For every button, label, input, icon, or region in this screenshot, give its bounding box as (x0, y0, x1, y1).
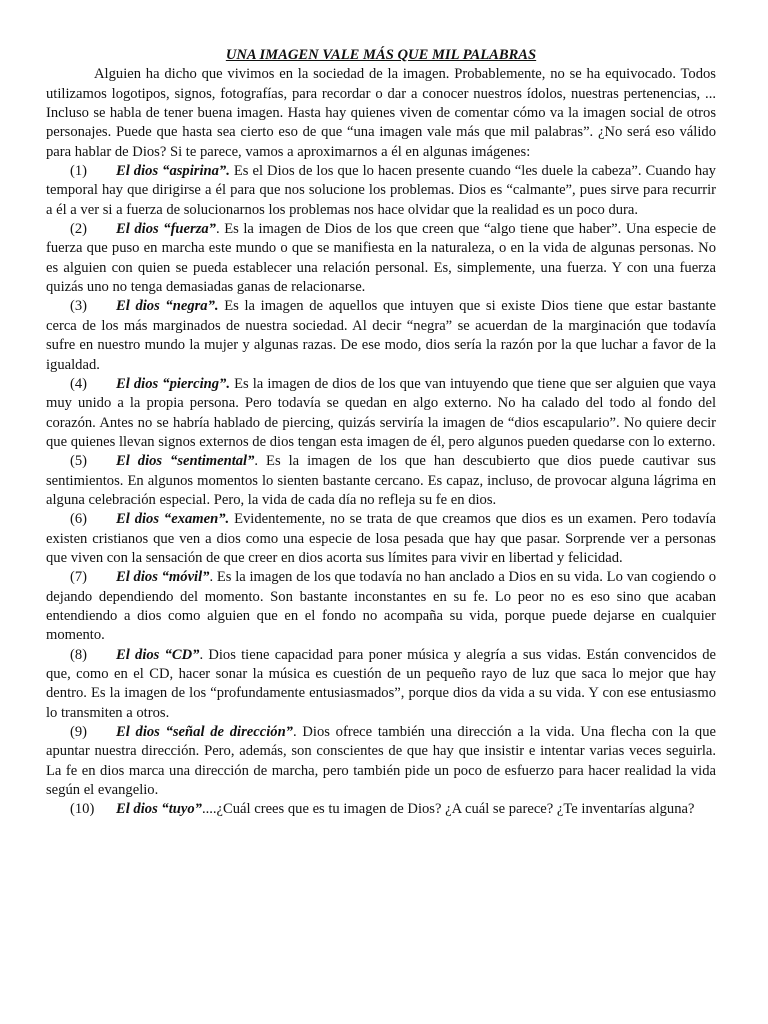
item-description: ....¿Cuál crees que es tu imagen de Dios? ¿A cuál se parece? ¿Te inventarías alguna? (201, 801, 695, 818)
item-number: (10) (70, 801, 95, 818)
god-image-name: El dios “CD” (116, 646, 200, 663)
god-image-name: El dios “negra”. (116, 298, 219, 315)
item-number: (1) (70, 163, 88, 180)
list-item (46, 297, 716, 374)
item-number: (5) (70, 453, 88, 470)
list-item (46, 452, 716, 510)
item-description: Es la imagen de dios de los que van intuyendo que tiene que ser alguien que vaya muy unido a la propia persona. Pero todavía se quedan en algo externo. No ha calado del todo al fondo del corazón. Antes no se habría hablado de piercing, quizás serviría la imagen de “dios escapulario”. No quiere decir que quienes llevan signos externos de dios tengan esta imagen de él, pero algunos pueden quedarse con lo externo. (46, 375, 716, 450)
item-description: . Dios tiene capacidad para poner música y alegría a sus vidas. Están convencidos de que, como en el CD, hacer sonar la música es cuestión de un pequeño rayo de luz que saca lo mejor que hay dentro. Es la imagen de los “profundamente entusiasmados”, porque dios da vida a su vida. Y con ese entusiasmo lo transmiten a otros. (46, 646, 716, 721)
item-number: (7) (70, 569, 88, 586)
god-image-name: El dios “tuyo” (116, 801, 202, 818)
god-image-name: El dios “examen”. (116, 511, 230, 528)
item-description: . Es la imagen de los que todavía no han anclado a Dios en su vida. Lo van cogiendo o dejando dependiendo del momento. Son bastante inconstantes en su fe. Lo peor no es eso sino que acaban entendiendo a dios como alguien que en el fondo no acompaña su vida, porque puede dejarse en cualquier momento. (46, 569, 716, 644)
list-item (46, 568, 716, 645)
item-description: . Es la imagen de Dios de los que creen que “algo tiene que haber”. Una especie de fuerza que puso en marcha este mundo o que se manifiesta en la naturaleza, o en la vida de algunas personas. No es alguien con quien se pueda establecer una relación personal. Es, simplemente, una fuerza. Y con una fuerza quizás uno no tenga demasiadas ganas de relacionarse. (46, 221, 716, 296)
item-description: . Es la imagen de los que han descubierto que dios puede cautivar sus sentimientos. En algunos momentos lo sienten bastante cercano. Es capaz, incluso, de provocar alguna lágrima en alguna celebración especial. Pero, la vida de cada día no refleja su fe en dios. (46, 453, 716, 508)
item-number: (6) (70, 511, 88, 528)
list-item (46, 723, 716, 800)
list-item (46, 646, 716, 723)
item-description: Es el Dios de los que lo hacen presente cuando “les duele la cabeza”. Cuando hay temporal hay que dirigirse a él para que nos solucione los problemas. Dios es “calmante”, pues sirve para recurrir a él a ver si a fuerza de solucionarnos los problemas nos hace olvidar que la realidad es un poco dura. (46, 163, 716, 218)
god-image-name: El dios “piercing”. (116, 375, 230, 392)
item-number: (8) (70, 646, 88, 663)
list-item (46, 375, 716, 452)
god-image-name: El dios “móvil” (116, 569, 210, 586)
item-description: Es la imagen de aquellos que intuyen que si existe Dios tiene que estar bastante cerca de los más marginados de nuestra sociedad. Al decir “negra” se acuerdan de la marginación que todavía sufre en nuestro mundo la mujer y algunas razas. De ese modo, dios sería la razón por la que luchar a favor de la igualdad. (46, 298, 716, 373)
image-list (46, 162, 716, 820)
item-description: . Dios ofrece también una dirección a la vida. Una flecha con la que apuntar nuestra dirección. Pero, además, son conscientes de que hay que insistir e intentar varias veces seguirla. La fe en dios marca una dirección de marcha, pero también pide un poco de esfuerzo para hacer realidad la vida según el evangelio. (46, 724, 716, 799)
list-item (46, 510, 716, 568)
document-page (46, 46, 716, 820)
item-number: (9) (70, 724, 88, 741)
god-image-name: El dios “sentimental” (116, 453, 255, 470)
item-description: Evidentemente, no se trata de que creamos que dios es un examen. Pero todavía existen cristianos que ven a dios como una especie de losa pesada que hay que pasar. Sorprende ver a personas que viven con la sensación de que creer en dios acorta sus límites para vivir en libertad y felicidad. (46, 511, 717, 566)
list-item (46, 162, 716, 220)
god-image-name: El dios “señal de dirección” (116, 724, 293, 741)
list-item (46, 220, 716, 297)
item-number: (4) (70, 375, 88, 392)
item-number: (2) (70, 221, 88, 238)
god-image-name: El dios “aspirina”. (116, 163, 230, 180)
document-title: UNA IMAGEN VALE MÁS QUE MIL PALABRAS (225, 47, 537, 63)
intro-paragraph: Alguien ha dicho que vivimos en la sociedad de la imagen. Probablemente, no se ha equivocado. Todos utilizamos logotipos, signos, fotografías, para recordar o dar a conocer nuestros ídolos, nuestras pertenencias, ... Incluso se habla de tener buena imagen. Hasta hay quienes viven de comentar cómo va la imagen social de otros personajes. Puede que hasta sea cierto eso de que “una imagen vale más que mil palabras”. ¿No será eso válido para hablar de Dios? Si te parece, vamos a aproximarnos a él en algunas imágenes: (46, 66, 716, 160)
item-number: (3) (70, 298, 88, 315)
list-item (46, 800, 716, 819)
god-image-name: El dios “fuerza” (116, 221, 216, 238)
